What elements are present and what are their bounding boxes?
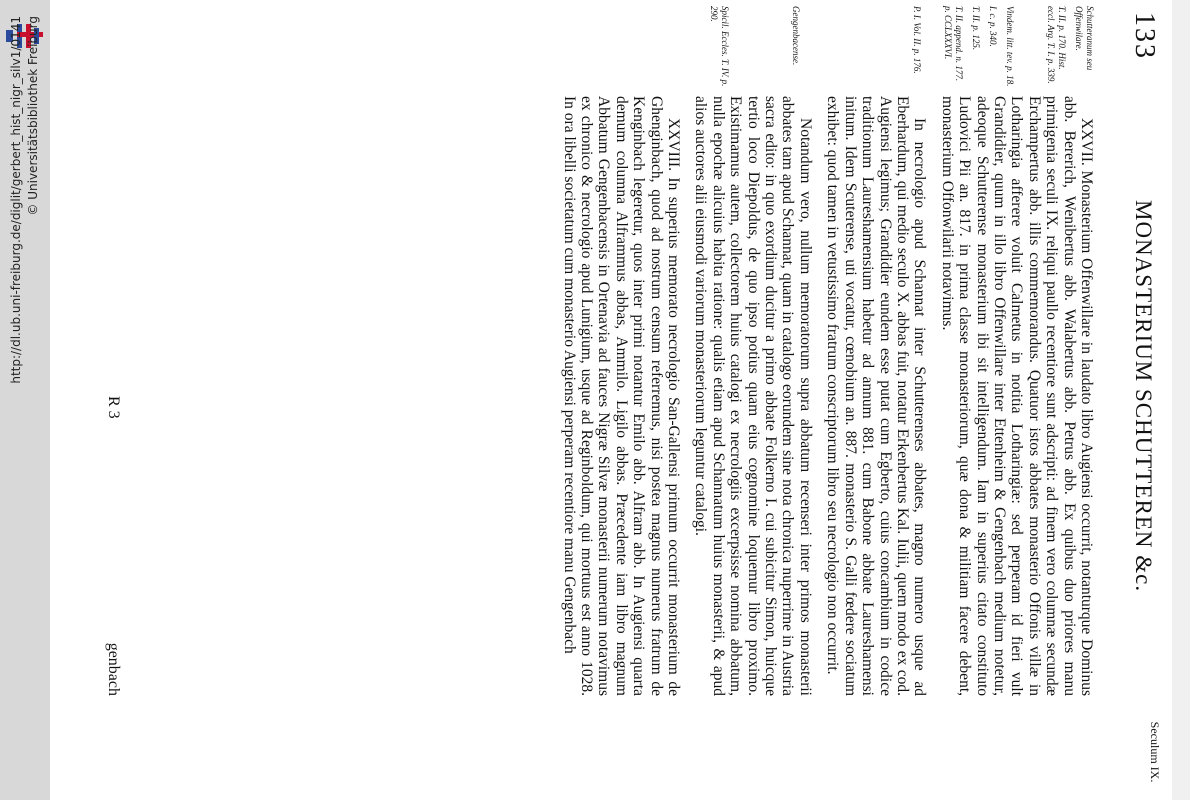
margin-note: T. II. append. n. 177. p. CCLXXXVI. bbox=[943, 6, 964, 82]
paragraph: XXVII. Monasterium Offenwillare in laudato libro Augiensi occurrit, notanturque Dominus abb. Bererich, Wenibertus abb. Walabertus abb. Petrus abb. Ex quibus duo priores manu primigenia seculi IX. reliqui paullo recentiore sunt adscripti: ad finem vero columnæ secundæ Erchampertus abb. illis commemorandus. Quatuor istos abbates monasterio Offonis villæ in Lotharingia afferere voluit Calmetus in notitia Lotharingiæ: sed perperam id fieri vult Grandidier, quum in illo libro Offenwillare inter Ettenheim & Gengenbach medium notetur, adeoque Schutterense monasterium ibi sit intelligendum. Iam in superius citato constituto Ludovici Pii an. 817. in prima classe monasteriorum, quæ dona & militiam facere debent, monasterium Offonwilarii notavimus. bbox=[938, 96, 1095, 696]
permalink-url[interactable]: http://dl.ub.uni-freiburg.de/diglit/gerbert_hist_nigr_silv1/0141 bbox=[9, 16, 23, 384]
running-title: MONASTERIUM SCHUTTEREN &c. bbox=[1131, 200, 1156, 593]
margin-note: Schutteranum seu Offenwilare. bbox=[1074, 6, 1095, 71]
margin-note: T. II. p. 125. bbox=[971, 6, 981, 51]
main-text bbox=[550, 96, 1095, 696]
page-number: 133 bbox=[1129, 12, 1160, 60]
paragraph: Notandum vero, nullum memoratorum supra abbatum recenseri inter primos monasterii abbates tam apud Schannat, quam in catalogo eorundem sine nota chronica nuperrime in Austria sacra edito: in quo exordium ducitur a primo abbate Folkerno I. cui subicitur Simon, huicque tertio loco Diepoldus, de quo ipso potius quam eius cognomine loquemur libro proximo. Existimamus autem, collectorem huius catalogi ex necrologiis excerpsisse nomina abbatum, nulla epochæ alicuius habita ratione: qualis etiam apud Schannatum huius monasterii, & apud alios auctores alii eiusmodi variorum monasteriorum leguntur catalogi. bbox=[692, 96, 814, 696]
scan-edge bbox=[1172, 0, 1190, 800]
signature-mark: R 3 bbox=[105, 396, 122, 419]
margin-note: T. II. p. 170. Hist. eccl. Arg. T. I. p. 339. bbox=[1046, 6, 1067, 84]
paragraph: XXVIII. In superius memorato necrologio San-Gallensi primum occurrit monasterium de Ghenginbach, quod ad nostrum censum referremus, nisi postea magnus numerus fratrum de Kenginbach legeretur, quos inter primi notantur Emilo abb. Alfram abb. In Augiensi quarta demum columna Alframmus abbas, Ammilo. Ligilo abbas. Præcedente iam libro magnum Abbatum Gengenbacensis in Ortenavia ad fauces Nigræ Silvæ monasterii numerum notavimus ex chronico & necrologio apud Lunigium, usque ad Reginboldum, qui mortuus est anno 1028. In ora libelli societatum cum monasterio Augiensi perperam recentiore manu Gengenbach bbox=[560, 96, 683, 696]
sidebar-caption bbox=[0, 0, 50, 800]
seculum-label: Seculum IX. bbox=[1148, 721, 1162, 783]
margin-note: Gengenbacense. bbox=[791, 6, 801, 66]
margin-note: I. c. p. 340. bbox=[988, 6, 998, 47]
paragraph: In necrologio apud Schannat inter Schutterenses abbates, magno numero usque ad Eberhardum, qui medio seculo X. abbas fuit, notatur Erkenbertus Kal. Iulii, quem modo ex cod. Augiensi legimus; Grandidier eundem esse putat cum Egberto, cuius concambium in codice traditionum Laureshamensium habetur ad annum 881. cum Babone abbate Laureshamensi initum. Idem Scuterense, uti vocatur, cœnobium an. 887. monasterio S. Galli fœdere sociatum exhibet: quod tamen in vetustissimo fratrum conscriptorum libro seu necrologio non occurrit. bbox=[824, 96, 929, 696]
viewer-sidebar bbox=[0, 0, 50, 800]
margin-note: Vindem. litt. tev. p. 18. bbox=[1005, 6, 1015, 87]
margin-note: Spicil. Eccles. T. IV. p. 290. bbox=[709, 6, 730, 87]
margin-notes bbox=[702, 6, 1095, 88]
margin-note: P. I. Vol. II. p. 176. bbox=[912, 6, 922, 74]
page-header bbox=[1100, 0, 1170, 800]
copyright-notice: © Universitätsbibliothek Freiburg bbox=[26, 16, 40, 216]
catchword: genbach bbox=[105, 642, 122, 696]
scanned-page bbox=[50, 0, 1170, 800]
page-footer bbox=[92, 96, 122, 696]
